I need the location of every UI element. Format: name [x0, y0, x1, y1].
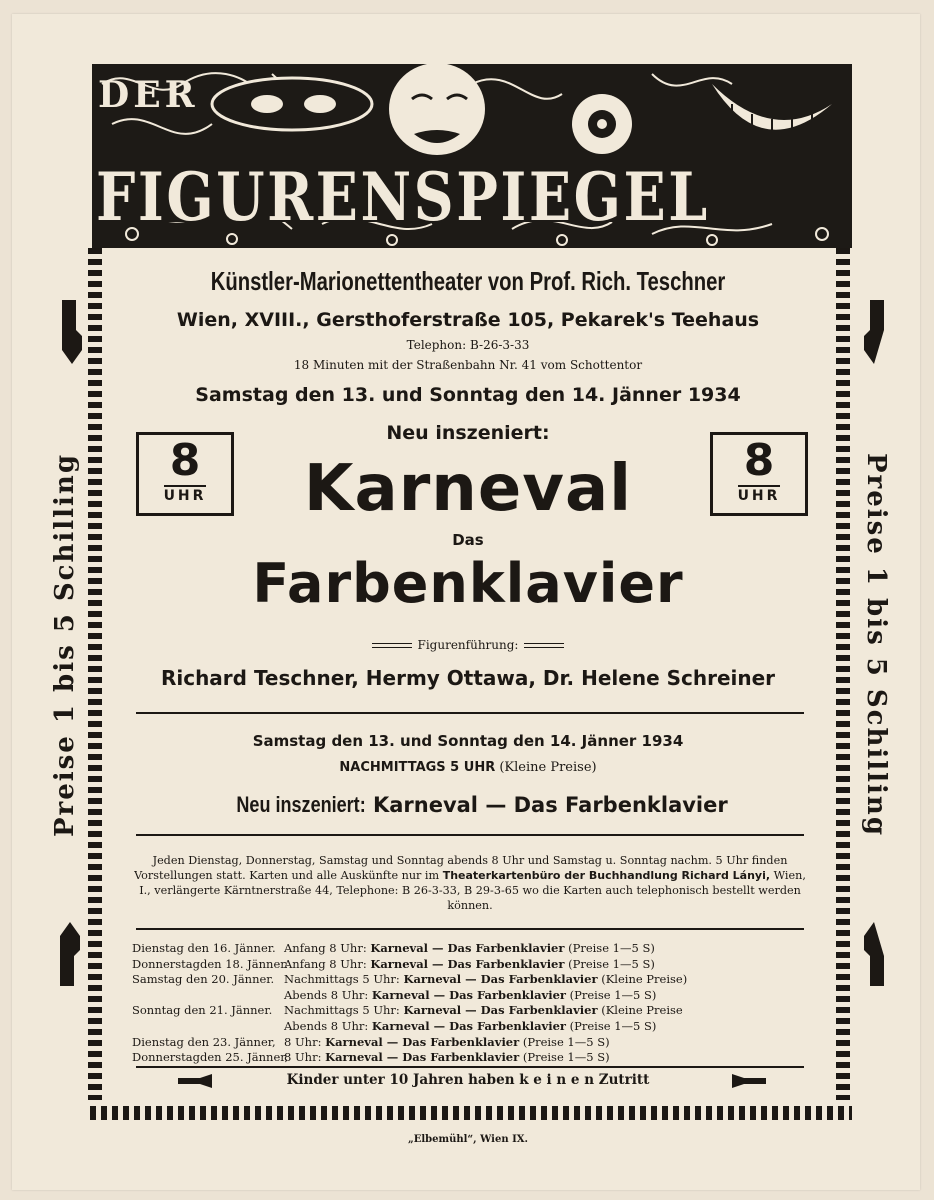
performance-dates: Samstag den 13. und Sonntag den 14. Jänner 1934 — [195, 384, 741, 406]
divider — [136, 834, 804, 836]
masthead-banner — [92, 64, 852, 248]
schedule-show: Karneval — Das Farbenklavier — [325, 1034, 520, 1049]
matinee-prices: (Kleine Preise) — [499, 760, 597, 775]
left-border-rail — [88, 248, 102, 1100]
schedule-show: Karneval — Das Farbenklavier — [403, 972, 598, 987]
divider — [136, 928, 804, 930]
pointing-hand-icon — [862, 922, 890, 986]
schedule-note: (Kleine Preise — [601, 1003, 683, 1018]
schedule-row — [132, 1050, 812, 1066]
schedule-show: Karneval — Das Farbenklavier — [371, 987, 566, 1002]
schedule-show: Karneval — Das Farbenklavier — [371, 1018, 566, 1033]
puppeteers-names: Richard Teschner, Hermy Ottawa, Dr. Helene Schreiner — [160, 666, 776, 690]
schedule-time: Anfang 8 Uhr: — [284, 956, 367, 971]
directions: 18 Minuten mit der Straßenbahn Nr. 41 vom Schottentor — [293, 358, 643, 372]
puppeteers-label: Figurenführung: — [110, 638, 826, 652]
schedule-note: (Preise 1—5 S) — [569, 1018, 657, 1033]
program-title-karneval: Karneval — [303, 452, 633, 526]
ticket-office: Theaterkartenbüro der Buchhandlung Richard Lányi, — [442, 869, 771, 882]
schedule-day: Dienstag den 23. Jänner, — [132, 1034, 276, 1049]
schedule-row — [132, 988, 812, 1004]
schedule-note: (Preise 1—5 S) — [568, 956, 655, 971]
theatre-phone: Telephon: B-26-3-33 — [406, 338, 530, 352]
schedule-time: 8 Uhr: — [284, 1050, 322, 1065]
schedule-time: Anfang 8 Uhr: — [284, 941, 367, 955]
info-text-1: Jeden Dienstag, Donnerstag, Samstag und Sonntag abends 8 Uhr und Samstag u. Sonntag nachm. 5 Uhr finden Vorstellungen statt. Karten und alle Auskünfte nur im — [134, 854, 788, 882]
time-hour: 8 — [169, 435, 201, 486]
matinee-dates: Samstag den 13. und Sonntag den 14. Jänner 1934 — [252, 732, 684, 750]
schedule-time: Nachmittags 5 Uhr: — [284, 1003, 400, 1018]
schedule-day: Sonntag den 21. Jänner. — [132, 1003, 273, 1018]
divider — [136, 712, 804, 714]
carnival-mask — [212, 78, 372, 130]
program-title-farbenklavier: Farbenklavier — [252, 552, 684, 615]
schedule-note: (Preise 1—5 S) — [568, 941, 655, 955]
schedule-note: (Preise 1—5 S) — [522, 1050, 610, 1065]
theatre-address: Wien, XVIII., Gersthoferstraße 105, Pekarek's Teehaus — [176, 309, 760, 331]
info-text-2: Wien, I., verlängerte Kärntnerstraße 44, Telephone: B 26-3-33, B 29-3-65 wo die Karten auch telephonisch bestellt werden können. — [139, 869, 806, 912]
new-staging-label: Neu inszeniert: — [386, 422, 550, 444]
masthead-title-top: DER — [98, 74, 199, 116]
schedule-show: Karneval — Das Farbenklavier — [370, 956, 565, 971]
matinee-staging-label: Neu inszeniert: — [236, 792, 366, 817]
side-prices-right: Preise 1 bis 5 Schilling — [861, 452, 891, 838]
masthead-title: FIGURENSPIEGEL — [96, 158, 710, 236]
schedule-note: (Kleine Preise) — [601, 972, 688, 987]
matinee-time-label: NACHMITTAGS 5 UHR — [339, 760, 496, 775]
schedule-day: Dienstag den 16. Jänner. — [132, 941, 276, 955]
schedule-note: (Preise 1—5 S) — [569, 987, 657, 1002]
theatre-name: Künstler-Marionettentheater von Prof. Rich. Teschner — [210, 266, 726, 296]
pointing-hand-icon — [732, 1074, 766, 1088]
schedule-row — [132, 941, 812, 957]
info-paragraph — [132, 853, 808, 913]
schedule-row — [132, 1019, 812, 1035]
schedule-time: Nachmittags 5 Uhr: — [284, 972, 400, 987]
side-prices-left: Preise 1 bis 5 Schilling — [50, 452, 80, 838]
schedule-day: Donnerstagden 18. Jänner. — [132, 956, 289, 971]
schedule-day: Donnerstagden 25. Jänner, — [132, 1050, 289, 1065]
schedule-day: Samstag den 20. Jänner. — [132, 972, 275, 987]
schedule-row — [132, 1035, 812, 1051]
schedule-time: Abends 8 Uhr: — [284, 987, 369, 1002]
time-unit: UHR — [164, 485, 207, 504]
printer-imprint: „Elbemühl“, Wien IX. — [407, 1134, 529, 1145]
time-hour: 8 — [743, 435, 775, 486]
pointing-hand-icon — [862, 300, 890, 364]
divider — [136, 1066, 804, 1068]
pointing-hand-icon — [54, 922, 82, 986]
program-connector: Das — [452, 531, 484, 549]
schedule-row — [132, 1003, 812, 1019]
schedule-show: Karneval — Das Farbenklavier — [325, 1050, 520, 1065]
schedule-show: Karneval — Das Farbenklavier — [370, 941, 565, 955]
children-notice: Kinder unter 10 Jahren haben k e i n e n Zutritt — [286, 1072, 650, 1088]
schedule-show: Karneval — Das Farbenklavier — [403, 1003, 598, 1018]
schedule-note: (Preise 1—5 S) — [522, 1034, 610, 1049]
schedule-row — [132, 972, 812, 988]
time-unit: UHR — [738, 485, 781, 504]
matinee-program-title: Karneval — Das Farbenklavier — [372, 793, 728, 817]
schedule-time: Abends 8 Uhr: — [284, 1018, 369, 1033]
right-border-rail — [836, 248, 850, 1100]
schedule-list — [132, 941, 812, 1066]
pointing-hand-icon — [56, 300, 84, 364]
schedule-time: 8 Uhr: — [284, 1034, 322, 1049]
matinee-program — [110, 792, 826, 818]
bottom-border-rail — [90, 1106, 852, 1120]
matinee-time — [110, 760, 826, 775]
schedule-row — [132, 957, 812, 973]
